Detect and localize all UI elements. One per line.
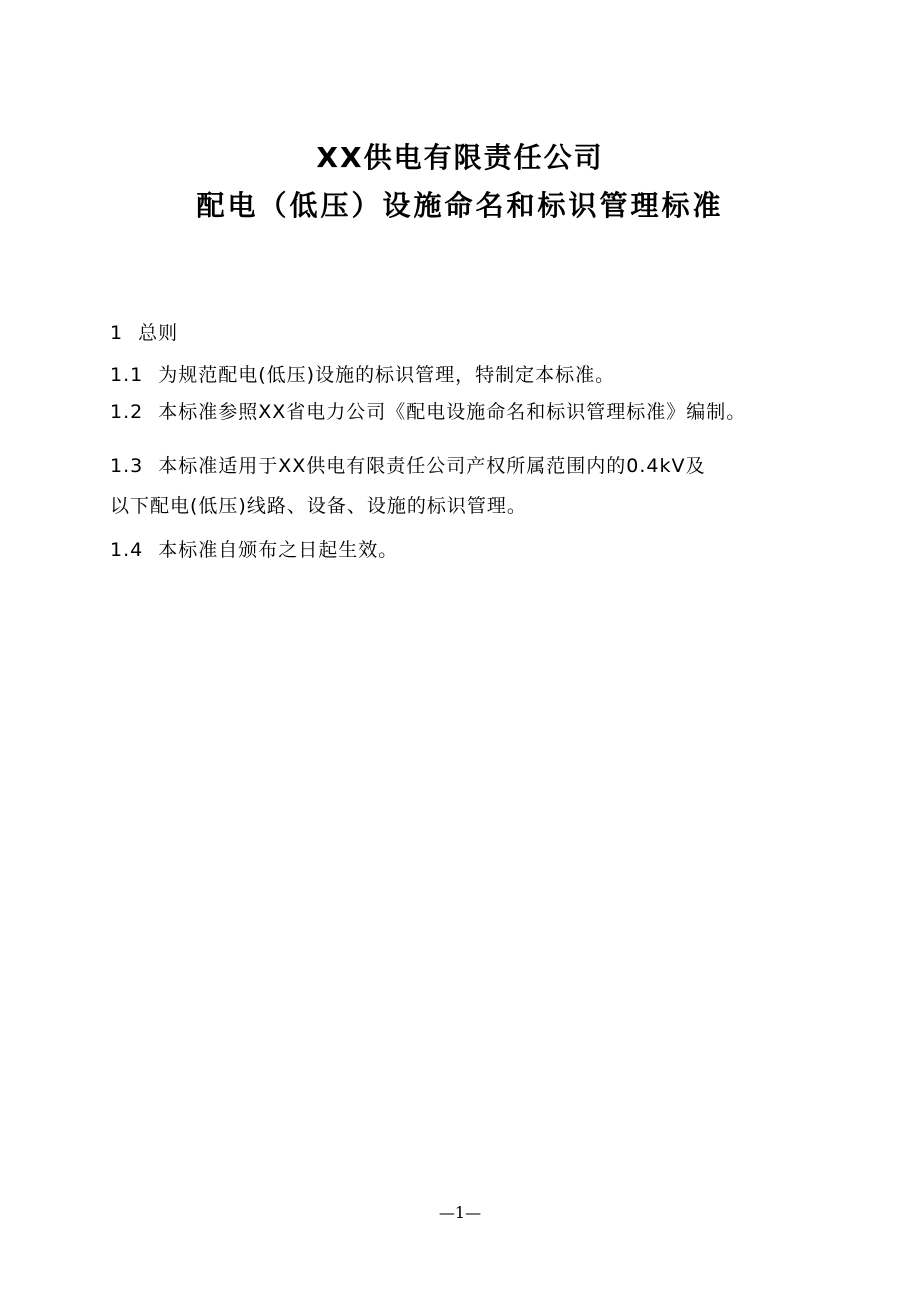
section-number: 1 bbox=[110, 322, 124, 344]
clause-text-line2: 以下配电(低压)线路、设备、设施的标识管理。 bbox=[110, 495, 527, 517]
clause-1-3-continuation bbox=[110, 491, 527, 518]
clause-1-2 bbox=[110, 397, 746, 424]
clause-text: 本标准参照XX省电力公司《配电设施命名和标识管理标准》编制。 bbox=[158, 401, 747, 423]
page-number: —1— bbox=[438, 1203, 482, 1222]
clause-number: 1.2 bbox=[110, 401, 144, 423]
clause-number: 1.3 bbox=[110, 455, 144, 477]
document-title-standard: 配电（低压）设施命名和标识管理标准 bbox=[196, 189, 724, 222]
clause-1-4 bbox=[110, 535, 398, 562]
section-heading bbox=[110, 318, 178, 345]
clause-text-line1: 本标准适用于XX供电有限责任公司产权所属范围内的0.4kV及 bbox=[158, 455, 706, 477]
clause-text: 为规范配电(低压)设施的标识管理，特制定本标准。 bbox=[158, 364, 616, 386]
clause-text: 本标准自颁布之日起生效。 bbox=[158, 539, 399, 561]
clause-1-1 bbox=[110, 360, 615, 387]
document-title-company: XX供电有限责任公司 bbox=[316, 141, 604, 174]
section-title: 总则 bbox=[138, 322, 179, 344]
clause-1-3 bbox=[110, 451, 706, 478]
clause-number: 1.4 bbox=[110, 539, 144, 561]
clause-number: 1.1 bbox=[110, 364, 144, 386]
